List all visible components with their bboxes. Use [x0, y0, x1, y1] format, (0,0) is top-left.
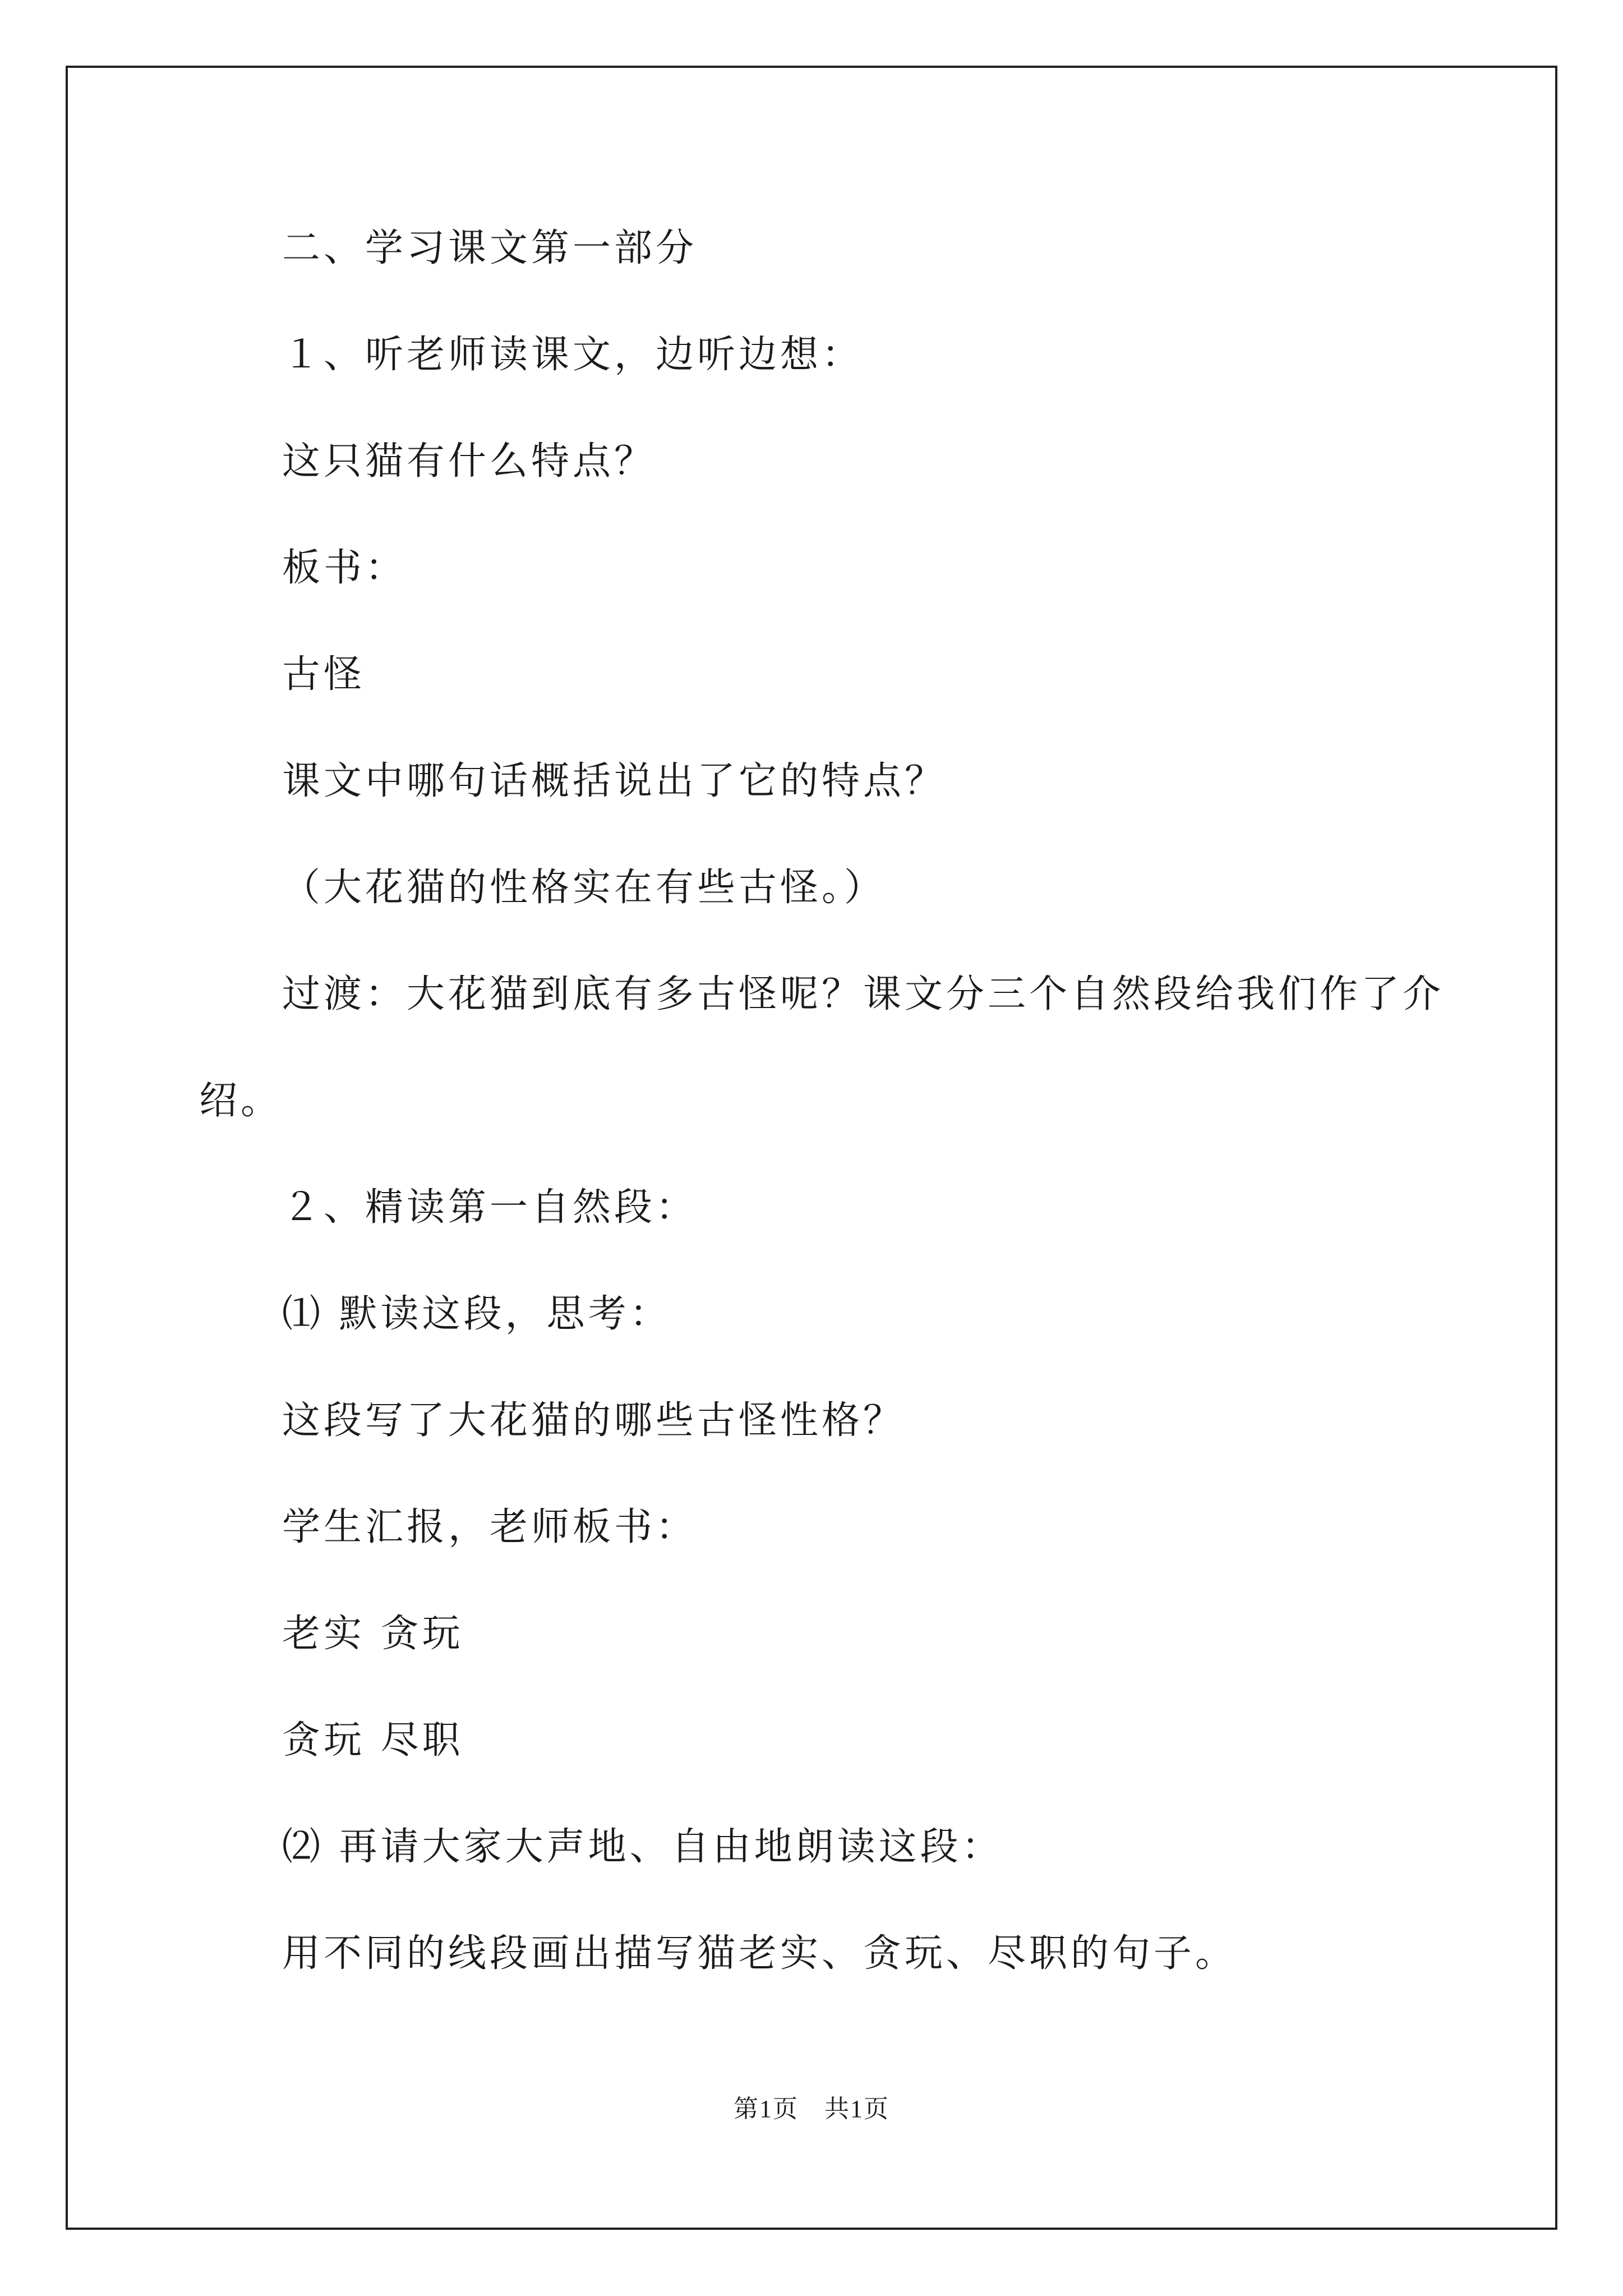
question-text: 这只猫有什么特点？ [282, 439, 656, 484]
board-words-row: 贪玩 尽职 [282, 1718, 464, 1763]
step-1-heading: １、听老师读课文，边听边想： [282, 333, 864, 377]
transition-text: 过渡：大花猫到底有多古怪呢？课文分三个自然段给我们作了介 [282, 972, 1445, 1016]
board-words-row: 老实 贪玩 [282, 1612, 464, 1656]
board-label: 板书： [282, 546, 407, 590]
transition-text-continued: 绍。 [199, 1079, 283, 1123]
substep-2-text: ⑵ 再请大家大声地、自由地朗读这段： [282, 1825, 1003, 1869]
page-number: 第1页 共1页 [734, 2095, 889, 2123]
question-text: 课文中哪句话概括说出了它的特点？ [282, 759, 947, 803]
question-text: 这段写了大花猫的哪些古怪性格？ [282, 1398, 905, 1443]
board-word: 古怪 [282, 652, 366, 697]
section-heading: 二、学习课文第一部分 [282, 226, 698, 270]
answer-text: （大花猫的性格实在有些古怪。） [282, 866, 886, 910]
step-2-heading: ２、精读第一自然段： [282, 1185, 698, 1230]
substep-1-text: ⑴ 默读这段，思考： [282, 1292, 671, 1336]
report-text: 学生汇报，老师板书： [282, 1505, 698, 1549]
instruction-text: 用不同的线段画出描写猫老实、贪玩、尽职的句子。 [282, 1931, 1237, 1976]
